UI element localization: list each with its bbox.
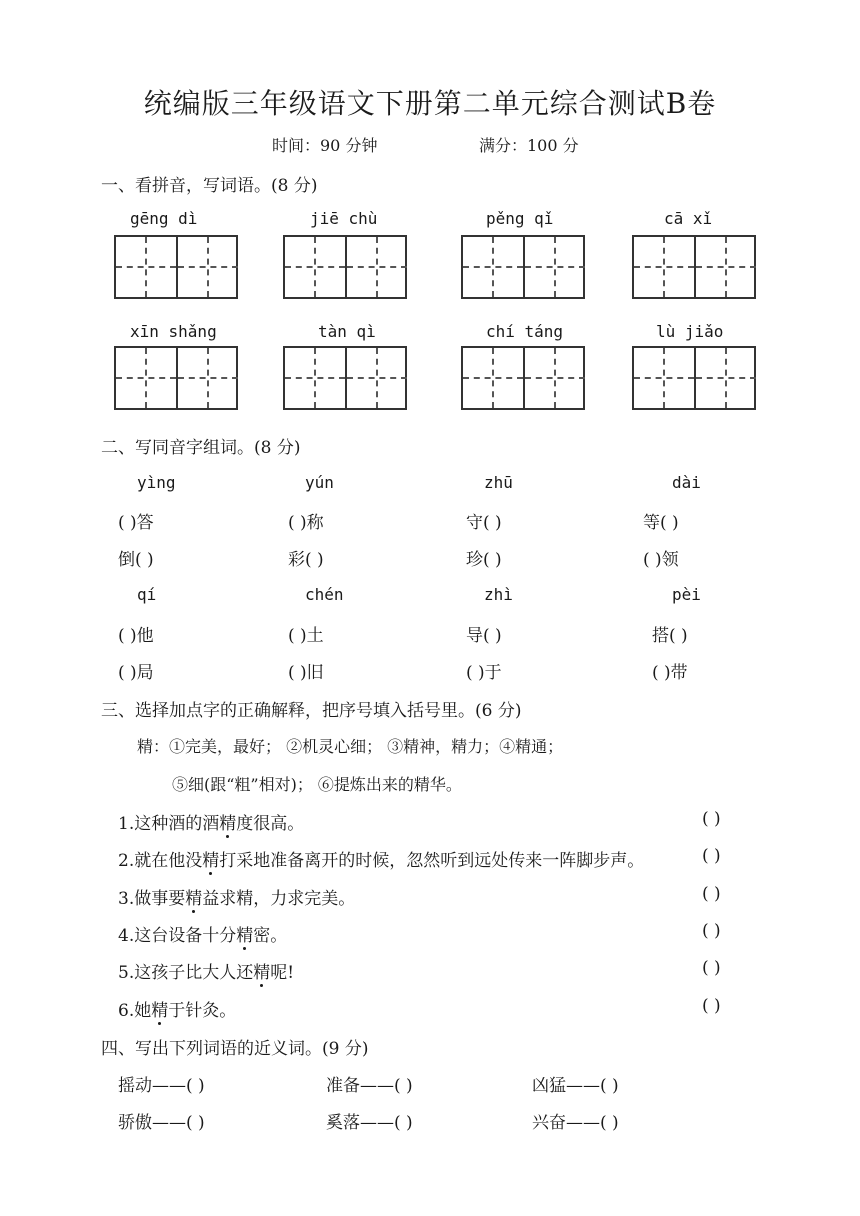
fill-blank[interactable]: 搭( ) [652,626,688,646]
synonym-blank[interactable]: 骄傲——( ) [118,1113,205,1133]
definition-line-2: ⑤细(跟“粗”相对)； ⑥提炼出来的精华。 [172,775,462,794]
pinyin-label: pěng qǐ [486,209,554,228]
question-2 [118,846,644,871]
pinyin-label: chí táng [486,322,564,341]
synonym-blank[interactable]: 兴奋——( ) [532,1113,619,1133]
section-3-heading: 三、选择加点字的正确解释，把序号填入括号里。(6 分) [101,701,522,721]
question-text: 打采地准备离开的时候，忽然听到远处传来一阵脚步声。 [219,851,645,871]
pinyin-label: tàn qì [318,322,376,341]
page-title: 统编版三年级语文下册第二单元综合测试B卷 [143,87,717,120]
fill-blank[interactable]: ( )他 [118,626,154,646]
dotted-char: 精 [236,921,253,946]
pinyin-label: yìng [137,473,176,492]
section-1-heading: 一、看拼音，写词语。(8 分) [101,176,318,196]
fill-blank[interactable]: ( )于 [466,663,502,683]
question-text: 密。 [253,926,288,946]
writing-grid[interactable] [461,346,585,410]
question-text: 度很高。 [236,814,305,834]
answer-blank[interactable]: ( ) [702,996,721,1016]
answer-blank[interactable]: ( ) [702,809,721,829]
writing-grid[interactable] [114,235,238,299]
question-text: 益求精，力求完美。 [202,889,356,909]
writing-grid[interactable] [283,346,407,410]
fill-blank[interactable]: ( )称 [288,513,324,533]
question-text: 6.她 [118,1001,152,1021]
pinyin-label: zhì [484,585,513,604]
fill-blank[interactable]: 倒( ) [118,550,154,570]
fill-blank[interactable]: ( )土 [288,626,324,646]
fill-blank[interactable]: ( )领 [643,550,679,570]
question-text: 1.这种酒的酒 [118,814,220,834]
dotted-char: 精 [219,809,236,834]
fill-blank[interactable]: 珍( ) [466,550,502,570]
dotted-char: 精 [185,884,202,909]
question-5 [118,958,294,983]
synonym-blank[interactable]: 奚落——( ) [326,1113,413,1133]
pinyin-label: cā xǐ [664,209,713,228]
answer-blank[interactable]: ( ) [702,958,721,978]
question-4 [118,921,287,946]
writing-grid[interactable] [632,235,756,299]
question-text: 5.这孩子比大人还 [118,963,254,983]
dotted-char: 精 [253,958,270,983]
pinyin-label: zhū [484,473,513,492]
question-text: 2.就在他没 [118,851,203,871]
section-2-heading: 二、写同音字组词。(8 分) [101,438,301,458]
section-4-heading: 四、写出下列词语的近义词。(9 分) [101,1039,369,1059]
score-info: 满分：100 分 [479,136,579,155]
answer-blank[interactable]: ( ) [702,921,721,941]
writing-grid[interactable] [283,235,407,299]
pinyin-label: lù jiǎo [656,322,724,341]
answer-blank[interactable]: ( ) [702,884,721,904]
question-text: 4.这台设备十分 [118,926,237,946]
fill-blank[interactable]: ( )局 [118,663,154,683]
answer-blank[interactable]: ( ) [702,846,721,866]
fill-blank[interactable]: 彩( ) [288,550,324,570]
fill-blank[interactable]: 等( ) [643,513,679,533]
pinyin-label: chén [305,585,344,604]
dotted-char: 精 [202,846,219,871]
definition-line-1: 精：①完美，最好； ②机灵心细； ③精神，精力；④精通； [137,737,564,756]
pinyin-label: yún [305,473,334,492]
synonym-blank[interactable]: 凶猛——( ) [532,1076,619,1096]
question-3 [118,884,355,909]
writing-grid[interactable] [632,346,756,410]
fill-blank[interactable]: 守( ) [466,513,502,533]
pinyin-label: pèi [672,585,701,604]
pinyin-label: gēng dì [130,209,198,228]
fill-blank[interactable]: ( )旧 [288,663,324,683]
pinyin-label: xīn shǎng [130,322,217,341]
pinyin-label: dài [672,473,701,492]
pinyin-label: qí [137,585,157,604]
time-info: 时间：90 分钟 [272,136,378,155]
pinyin-label: jiē chù [310,209,378,228]
question-text: 3.做事要 [118,889,186,909]
fill-blank[interactable]: ( )答 [118,513,154,533]
writing-grid[interactable] [461,235,585,299]
question-6 [118,996,236,1021]
synonym-blank[interactable]: 摇动——( ) [118,1076,205,1096]
writing-grid[interactable] [114,346,238,410]
dotted-char: 精 [151,996,168,1021]
synonym-blank[interactable]: 准备——( ) [326,1076,413,1096]
fill-blank[interactable]: ( )带 [652,663,688,683]
fill-blank[interactable]: 导( ) [466,626,502,646]
question-1 [118,809,304,834]
question-text: 呢! [270,963,295,983]
question-text: 于针灸。 [168,1001,237,1021]
